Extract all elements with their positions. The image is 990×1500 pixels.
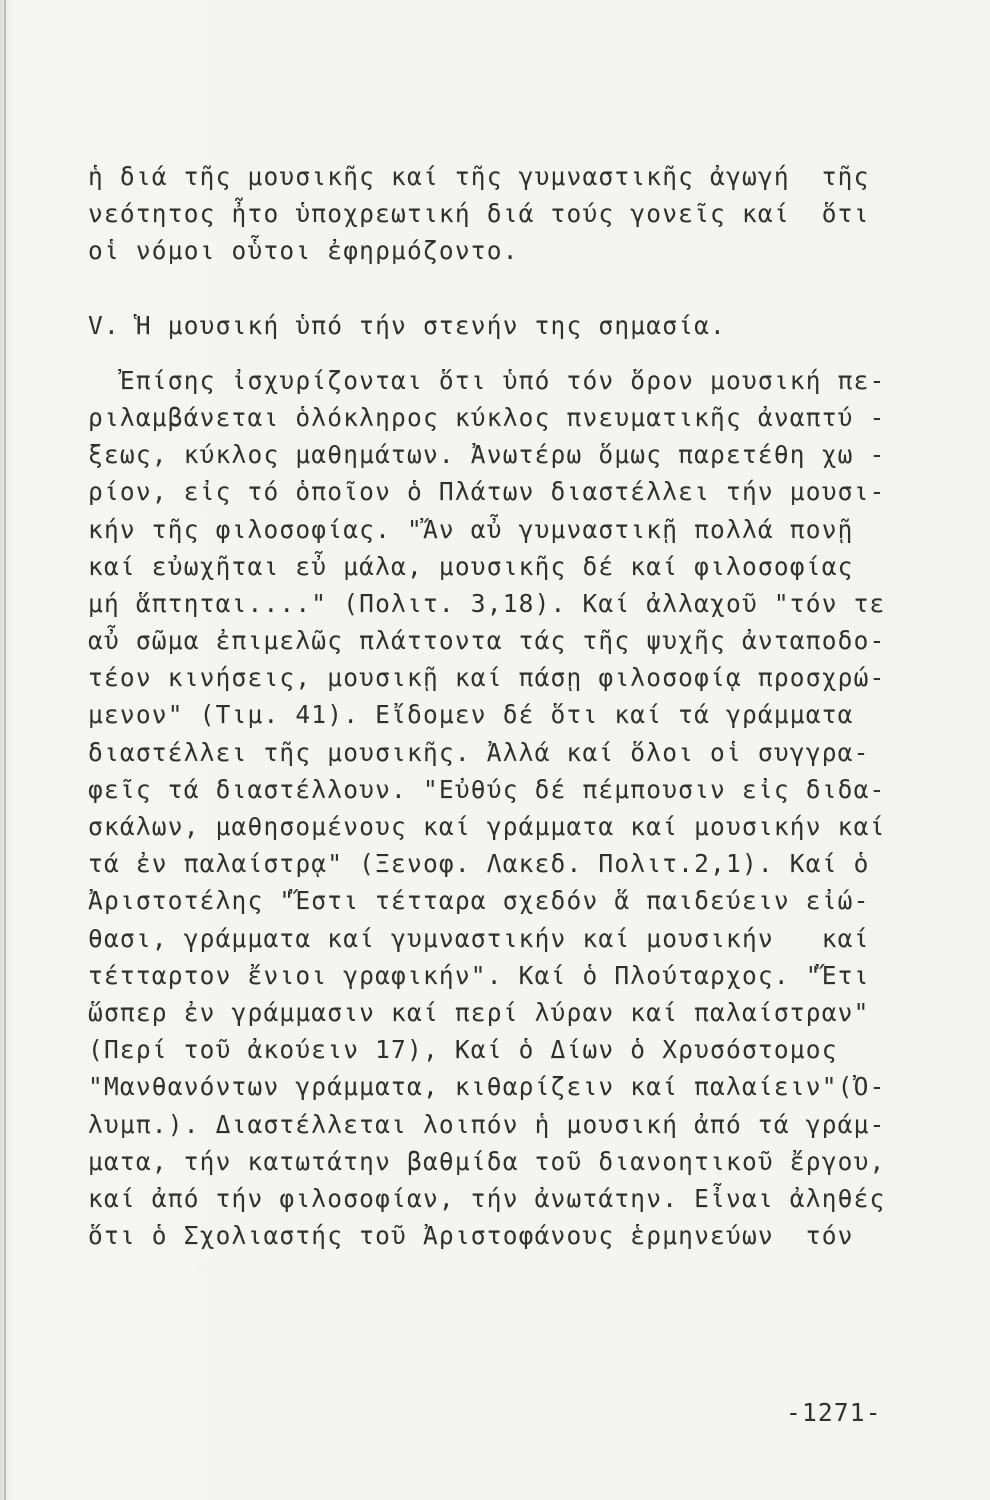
text-line: "Μανθανόντων γράμματα, κιθαρίζειν καί παλαίειν"(Ὀ- — [88, 1072, 886, 1102]
text-line: μενον" (Τιμ. 41). Εἴδομεν δέ ὅτι καί τά γράμματα — [88, 700, 854, 730]
text-line: θασι, γράμματα καί γυμναστικήν καί μουσικήν καί — [88, 923, 870, 953]
text-line: κήν τῆς φιλοσοφίας. "Ἄν αὖ γυμναστικῇ πολλά πονῇ — [88, 514, 854, 544]
text-line: οἱ νόμοι οὗτοι ἐφηρμόζοντο. — [88, 236, 519, 266]
text-line: καί ἀπό τήν φιλοσοφίαν, τήν ἀνωτάτην. Εἶναι ἀληθές — [88, 1183, 886, 1213]
text-line: καί εὐωχῆται εὖ μάλα, μουσικῆς δέ καί φιλοσοφίας — [88, 551, 854, 581]
text-line: μή ἅπτηται...." (Πολιτ. 3,18). Καί ἀλλαχοῦ "τόν τε — [88, 588, 886, 618]
page-number: -1271- — [786, 1398, 882, 1427]
text-line: ριλαμβάνεται ὁλόκληρος κύκλος πνευματικῆς ἀναπτύ - — [88, 402, 886, 432]
body-text — [88, 158, 928, 1254]
text-line: Ἀριστοτέλης "Ἔστι τέτταρα σχεδόν ἅ παιδεύειν εἰώ- — [88, 886, 870, 916]
text-line: Ἐπίσης ἰσχυρίζονται ὅτι ὑπό τόν ὅρον μουσική πε- — [88, 365, 886, 395]
text-line: ὅτι ὁ Σχολιαστής τοῦ Ἀριστοφάνους ἑρμηνεύων τόν — [88, 1221, 854, 1251]
text-line: νεότητος ἦτο ὑποχρεωτική διά τούς γονεῖς καί ὅτι — [88, 199, 870, 229]
text-line: λυμπ.). Διαστέλλεται λοιπόν ἡ μουσική ἀπό τά γράμ- — [88, 1109, 886, 1139]
text-line: ξεως, κύκλος μαθημάτων. Ἀνωτέρω ὅμως παρετέθη χω - — [88, 440, 886, 470]
text-line: φεῖς τά διαστέλλουν. "Εὐθύς δέ πέμπουσιν εἰς διδα- — [88, 774, 886, 804]
text-line: ἡ διά τῆς μουσικῆς καί τῆς γυμναστικῆς ἀγωγή τῆς — [88, 162, 870, 191]
text-line: διαστέλλει τῆς μουσικῆς. Ἀλλά καί ὅλοι οἱ συγγρα- — [88, 737, 870, 767]
section-heading: V. Ἡ μουσική ὑπό τήν στενήν της σημασία. — [88, 310, 727, 340]
paragraph-gap — [88, 344, 928, 362]
text-line: (Περί τοῦ ἀκούειν 17), Καί ὁ Δίων ὁ Χρυσόστομος — [88, 1035, 838, 1065]
text-line: τέτταρτον ἔνιοι γραφικήν". Καί ὁ Πλούταρχος. "Ἔτι — [88, 960, 870, 990]
paragraph-gap — [88, 270, 928, 307]
text-line: ματα, τήν κατωτάτην βαθμίδα τοῦ διανοητικοῦ ἔργου, — [88, 1146, 886, 1176]
text-line: σκάλων, μαθησομένους καί γράμματα καί μουσικήν καί — [88, 812, 886, 841]
text-line: αὖ σῶμα ἐπιμελῶς πλάττοντα τάς τῆς ψυχῆς ἀνταποδο- — [88, 626, 886, 656]
text-line: τά ἐν παλαίστρᾳ" (Ξενοφ. Λακεδ. Πολιτ.2,1). Καί ὁ — [88, 849, 870, 879]
page-edge-shadow — [4, 0, 6, 1500]
text-line: ρίον, εἰς τό ὁποῖον ὁ Πλάτων διαστέλλει τήν μουσι- — [88, 477, 886, 507]
text-line: ὥσπερ ἐν γράμμασιν καί περί λύραν καί παλαίστραν" — [88, 997, 870, 1027]
text-line: τέον κινήσεις, μουσικῇ καί πάσῃ φιλοσοφίᾳ προσχρώ- — [88, 663, 886, 693]
